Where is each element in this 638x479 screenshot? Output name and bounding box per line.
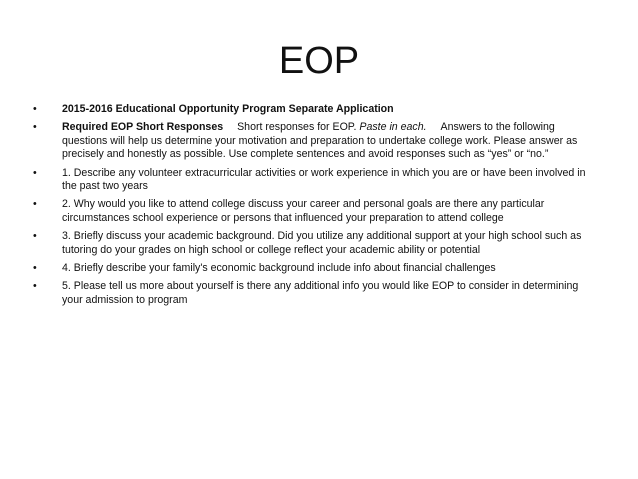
- short-responses-heading: Required EOP Short Responses: [62, 121, 224, 134]
- question-4-text: 4. Briefly describe your family's economic background include info about financial challenges: [62, 262, 496, 275]
- application-title-text: 2015-2016 Educational Opportunity Program Separate Application: [62, 103, 394, 115]
- bullet-icon: •: [33, 121, 37, 134]
- bullet-item-question-4: [30, 262, 600, 275]
- question-3-text: 3. Briefly discuss your academic background. Did you utilize any additional support at your high school such as tutoring do your grades on high school or college reflect your academic ability or potential: [62, 230, 582, 256]
- bullet-icon: •: [33, 262, 37, 275]
- bullet-item-question-3: [30, 230, 600, 257]
- bullet-item-question-1: [30, 167, 600, 194]
- slide-title: EOP: [278, 40, 360, 82]
- bullet-icon: •: [33, 103, 37, 115]
- question-2-text: 2. Why would you like to attend college discuss your career and personal goals are there any particular circumstances school experience or persons that influenced your preparation to attend college: [62, 198, 545, 224]
- bullet-item-question-5: [30, 280, 600, 307]
- bullet-item-application-title: [30, 103, 600, 116]
- bullet-icon: •: [33, 230, 37, 243]
- bullet-icon: •: [33, 166, 37, 179]
- bullet-icon: •: [33, 280, 37, 293]
- short-responses-instructions: Answers to the following questions will help us determine your motivation and preparation to undertake college work. Please answer as precisely and honestly as possible. Use complete sentences and avoid responses such as “yes” or “no.”: [62, 121, 578, 161]
- bullet-item-short-responses: [30, 121, 600, 161]
- bullet-item-question-2: [30, 198, 600, 225]
- question-5-text: 5. Please tell us more about yourself is there any additional info you would like EOP to consider in determining your admission to program: [62, 280, 579, 306]
- bullet-icon: •: [33, 198, 37, 211]
- bullet-list: [30, 103, 600, 312]
- short-responses-intro: Short responses for EOP.: [237, 121, 357, 134]
- question-1-text: 1. Describe any volunteer extracurricular activities or work experience in which you are or have been involved in the past two years: [62, 166, 586, 193]
- paste-instruction: Paste in each.: [359, 121, 427, 134]
